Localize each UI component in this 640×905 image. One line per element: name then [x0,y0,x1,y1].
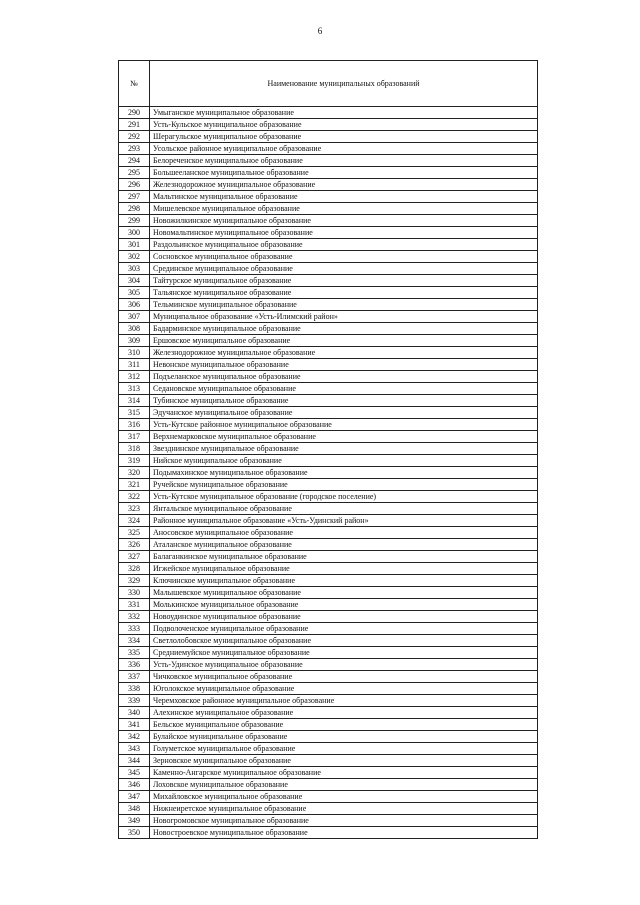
row-number: 304 [119,275,150,287]
row-number: 292 [119,131,150,143]
row-number: 335 [119,647,150,659]
table-row [119,299,538,311]
table-row [119,695,538,707]
table-row [119,719,538,731]
row-number: 330 [119,587,150,599]
table-body [119,107,538,839]
table-row [119,683,538,695]
municipality-name: Усольское районное муниципальное образование [150,143,538,155]
table-row [119,587,538,599]
table-row [119,755,538,767]
table-row [119,815,538,827]
row-number: 338 [119,683,150,695]
row-number: 291 [119,119,150,131]
municipality-name: Усть-Кульское муниципальное образование [150,119,538,131]
municipality-name: Муниципальное образование «Усть-Илимский район» [150,311,538,323]
table-row [119,395,538,407]
table-row [119,215,538,227]
table-row [119,827,538,839]
municipalities-table [118,60,538,839]
row-number: 302 [119,251,150,263]
row-number: 337 [119,671,150,683]
municipality-name: Шерагульское муниципальное образование [150,131,538,143]
row-number: 336 [119,659,150,671]
municipality-name: Тубинское муниципальное образование [150,395,538,407]
row-number: 295 [119,167,150,179]
municipality-name: Средниемуйское муниципальное образование [150,647,538,659]
municipality-name: Верхнемарковское муниципальное образование [150,431,538,443]
row-number: 296 [119,179,150,191]
municipality-name: Аталанское муниципальное образование [150,539,538,551]
municipality-name: Седановское муниципальное образование [150,383,538,395]
municipality-name: Каменно-Ангарское муниципальное образование [150,767,538,779]
municipality-name: Умыганское муниципальное образование [150,107,538,119]
row-number: 343 [119,743,150,755]
row-number: 306 [119,299,150,311]
table-row [119,671,538,683]
table-row [119,515,538,527]
table-row [119,527,538,539]
row-number: 318 [119,443,150,455]
row-number: 346 [119,779,150,791]
row-number: 301 [119,239,150,251]
table-row [119,335,538,347]
table-row [119,455,538,467]
table-row [119,143,538,155]
municipality-name: Бельское муниципальное образование [150,719,538,731]
row-number: 325 [119,527,150,539]
row-number: 312 [119,371,150,383]
table-row [119,443,538,455]
row-number: 299 [119,215,150,227]
row-number: 331 [119,599,150,611]
table-row [119,575,538,587]
row-number: 317 [119,431,150,443]
municipality-name: Малышевское муниципальное образование [150,587,538,599]
row-number: 332 [119,611,150,623]
table-row [119,563,538,575]
table-row [119,227,538,239]
table-row [119,131,538,143]
row-number: 308 [119,323,150,335]
row-number: 298 [119,203,150,215]
table-row [119,791,538,803]
table-row [119,323,538,335]
table-row [119,503,538,515]
row-number: 347 [119,791,150,803]
row-number: 329 [119,575,150,587]
municipality-name: Бадарминское муниципальное образование [150,323,538,335]
row-number: 322 [119,491,150,503]
table-row [119,119,538,131]
row-number: 300 [119,227,150,239]
row-number: 349 [119,815,150,827]
row-number: 342 [119,731,150,743]
municipality-name: Железнодорожное муниципальное образование [150,179,538,191]
municipality-name: Чичковское муниципальное образование [150,671,538,683]
row-number: 307 [119,311,150,323]
municipality-name: Белореченское муниципальное образование [150,155,538,167]
table-row [119,383,538,395]
table-row [119,263,538,275]
table-row [119,743,538,755]
municipality-name: Железнодорожное муниципальное образование [150,347,538,359]
table-row [119,311,538,323]
table-row [119,179,538,191]
table-row [119,767,538,779]
header-row [119,61,538,107]
table-row [119,623,538,635]
municipality-name: Тайтурское муниципальное образование [150,275,538,287]
table-row [119,167,538,179]
municipality-name: Ключинское муниципальное образование [150,575,538,587]
municipality-name: Ершовское муниципальное образование [150,335,538,347]
municipality-name: Балаганкинское муниципальное образование [150,551,538,563]
table-row [119,731,538,743]
row-number: 290 [119,107,150,119]
table-row [119,107,538,119]
row-number: 313 [119,383,150,395]
municipality-name: Мишелевское муниципальное образование [150,203,538,215]
row-number: 320 [119,467,150,479]
row-number: 319 [119,455,150,467]
table-row [119,275,538,287]
table-row [119,611,538,623]
municipality-name: Михайловское муниципальное образование [150,791,538,803]
row-number: 328 [119,563,150,575]
municipality-name: Тальянское муниципальное образование [150,287,538,299]
row-number: 326 [119,539,150,551]
table-row [119,359,538,371]
table-row [119,803,538,815]
row-number: 309 [119,335,150,347]
table-row [119,647,538,659]
row-number: 350 [119,827,150,839]
table-row [119,635,538,647]
row-number: 323 [119,503,150,515]
row-number: 333 [119,623,150,635]
table-row [119,371,538,383]
municipality-name: Подымахинское муниципальное образование [150,467,538,479]
municipality-name: Раздольинское муниципальное образование [150,239,538,251]
table-row [119,779,538,791]
municipality-name: Усть-Кутское муниципальное образование (городское поселение) [150,491,538,503]
municipality-name: Янтальское муниципальное образование [150,503,538,515]
row-number: 297 [119,191,150,203]
municipality-name: Нижнеиретское муниципальное образование [150,803,538,815]
page-number: 6 [317,26,323,36]
municipality-name: Нийское муниципальное образование [150,455,538,467]
table-row [119,347,538,359]
municipality-name: Игжейское муниципальное образование [150,563,538,575]
table-row [119,191,538,203]
row-number: 345 [119,767,150,779]
table-header [119,61,538,107]
municipality-name: Подъеланское муниципальное образование [150,371,538,383]
row-number: 344 [119,755,150,767]
row-number: 314 [119,395,150,407]
table-row [119,419,538,431]
table-row [119,539,538,551]
row-number: 341 [119,719,150,731]
municipality-name: Новогромовское муниципальное образование [150,815,538,827]
row-number: 294 [119,155,150,167]
municipality-name: Районное муниципальное образование «Усть-Удинский район» [150,515,538,527]
row-number: 339 [119,695,150,707]
table-row [119,203,538,215]
municipality-name: Юголокское муниципальное образование [150,683,538,695]
table-row [119,707,538,719]
municipality-name: Мальтинское муниципальное образование [150,191,538,203]
name-column-header: Наименование муниципальных образований [150,61,538,107]
municipality-name: Подволоченское муниципальное образование [150,623,538,635]
table-row [119,287,538,299]
municipality-name: Новомальтинское муниципальное образование [150,227,538,239]
municipality-name: Эдучанское муниципальное образование [150,407,538,419]
municipality-name: Новостроевское муниципальное образование [150,827,538,839]
municipality-name: Сосновское муниципальное образование [150,251,538,263]
row-number: 293 [119,143,150,155]
municipality-name: Усть-Удинское муниципальное образование [150,659,538,671]
row-number: 340 [119,707,150,719]
table-row [119,407,538,419]
table-row [119,491,538,503]
municipality-name: Молькинское муниципальное образование [150,599,538,611]
municipality-name: Усть-Кутское районное муниципальное образование [150,419,538,431]
table-row [119,251,538,263]
row-number: 324 [119,515,150,527]
table-row [119,659,538,671]
table-row [119,479,538,491]
table-row [119,551,538,563]
table-row [119,467,538,479]
municipality-name: Лоховское муниципальное образование [150,779,538,791]
municipality-name: Большееланское муниципальное образование [150,167,538,179]
table-row [119,599,538,611]
municipality-name: Булайское муниципальное образование [150,731,538,743]
municipality-name: Срединское муниципальное образование [150,263,538,275]
row-number: 315 [119,407,150,419]
row-number: 348 [119,803,150,815]
municipality-name: Аносовское муниципальное образование [150,527,538,539]
municipality-name: Звезднинское муниципальное образование [150,443,538,455]
row-number: 311 [119,359,150,371]
municipality-name: Тельминское муниципальное образование [150,299,538,311]
municipality-name: Голуметское муниципальное образование [150,743,538,755]
table-row [119,431,538,443]
municipality-name: Новожилкинское муниципальное образование [150,215,538,227]
municipality-name: Алехинское муниципальное образование [150,707,538,719]
municipality-name: Новоудинское муниципальное образование [150,611,538,623]
row-number: 316 [119,419,150,431]
table-row [119,155,538,167]
row-number: 305 [119,287,150,299]
municipality-name: Ручейское муниципальное образование [150,479,538,491]
number-column-header: № [119,61,150,107]
row-number: 327 [119,551,150,563]
table-row [119,239,538,251]
row-number: 310 [119,347,150,359]
row-number: 321 [119,479,150,491]
municipality-name: Черемховское районное муниципальное образование [150,695,538,707]
municipality-name: Невонское муниципальное образование [150,359,538,371]
row-number: 303 [119,263,150,275]
municipality-name: Зерновское муниципальное образование [150,755,538,767]
row-number: 334 [119,635,150,647]
municipality-name: Светлолобовское муниципальное образование [150,635,538,647]
